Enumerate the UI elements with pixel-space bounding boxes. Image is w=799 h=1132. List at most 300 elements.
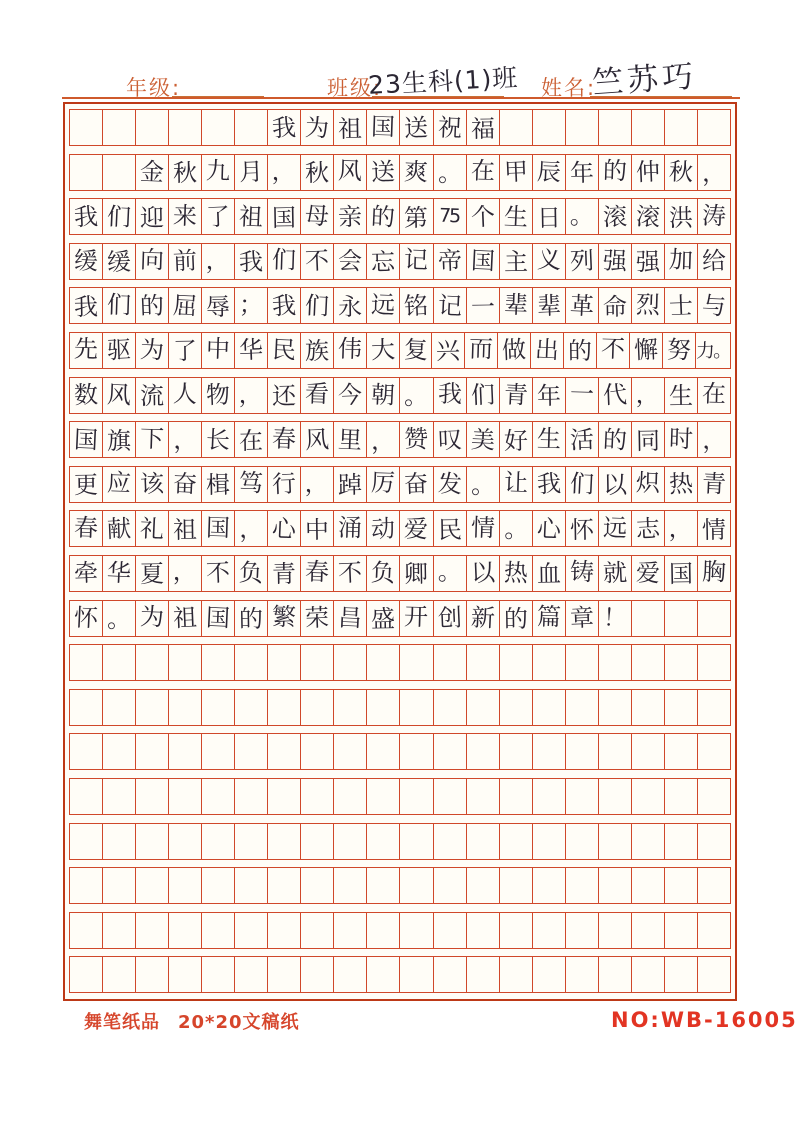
handwritten-char: 数	[73, 380, 99, 410]
grid-cell	[169, 556, 202, 591]
grid-cell	[500, 199, 533, 234]
grid-cell	[434, 556, 467, 591]
grid-cell	[103, 378, 136, 413]
grid-cell	[334, 645, 367, 680]
grid-cell	[632, 645, 665, 680]
grid-cell	[400, 556, 433, 591]
grid-cell	[301, 422, 334, 457]
grid-cell	[467, 110, 500, 145]
grid-cell	[698, 556, 730, 591]
handwritten-char: 青	[503, 380, 529, 410]
grid-cell	[566, 645, 599, 680]
handwritten-char: 国	[668, 560, 694, 589]
handwritten-char: 开	[404, 602, 429, 632]
handwritten-char: 滚	[602, 202, 628, 232]
handwritten-char: 辰	[536, 157, 562, 187]
grid-cell	[103, 556, 136, 591]
grid-cell	[169, 155, 202, 190]
grid-cell	[498, 333, 531, 368]
grid-cell	[202, 199, 235, 234]
handwritten-char: 负	[238, 558, 264, 588]
grid-cell	[434, 199, 467, 234]
grid-cell	[632, 199, 665, 234]
grid-cell	[235, 957, 268, 992]
grid-cell	[136, 378, 169, 413]
grid-cell	[136, 244, 169, 279]
handwritten-char: 牵	[73, 558, 99, 588]
handwritten-char: 我	[271, 113, 297, 142]
grid-cell	[500, 288, 533, 323]
grid-row	[69, 956, 731, 993]
grid-cell	[235, 601, 268, 636]
handwritten-char: 应	[106, 468, 132, 498]
grid-cell	[268, 957, 301, 992]
grid-cell	[169, 779, 202, 814]
grid-cell	[400, 333, 433, 368]
grid-cell	[533, 556, 566, 591]
handwritten-char: 永	[338, 292, 363, 322]
grid-cell	[103, 511, 136, 546]
handwritten-char: 章	[569, 603, 595, 633]
paper-spec-text: 20*20文稿纸	[178, 1012, 300, 1033]
handwritten-char: 。	[404, 381, 429, 411]
grid-row	[69, 600, 731, 637]
grid-row	[69, 154, 731, 191]
handwritten-char: 民	[437, 515, 462, 545]
grid-row	[69, 689, 731, 726]
grid-cell	[268, 511, 301, 546]
handwritten-char: 主	[503, 248, 528, 277]
grid-cell	[698, 467, 730, 502]
grid-cell	[169, 467, 202, 502]
grid-cell	[434, 110, 467, 145]
handwritten-char: 活	[569, 425, 595, 455]
grid-cell	[467, 155, 500, 190]
handwritten-char: 祖	[172, 515, 198, 545]
handwritten-char: 今	[337, 380, 363, 410]
grid-cell	[136, 824, 169, 859]
grid-cell	[467, 913, 500, 948]
handwritten-char: 努	[666, 335, 692, 365]
grid-cell	[698, 645, 730, 680]
grid-cell	[367, 288, 400, 323]
grid-cell	[70, 556, 103, 591]
grid-cell	[533, 110, 566, 145]
grid-row	[69, 287, 731, 324]
grid-cell	[698, 734, 730, 769]
row-spacer	[69, 414, 731, 422]
handwritten-char: 的	[503, 604, 528, 634]
handwritten-char: 辈	[536, 291, 562, 321]
grid-cell	[103, 110, 136, 145]
handwritten-char: 不	[337, 558, 363, 588]
grid-row	[69, 466, 731, 503]
grid-cell	[334, 868, 367, 903]
handwritten-char: 出	[534, 335, 560, 365]
grid-cell	[334, 244, 367, 279]
grid-cell	[367, 244, 400, 279]
handwritten-char: 荣	[304, 603, 330, 633]
grid-cell	[268, 601, 301, 636]
grid-cell	[599, 824, 632, 859]
grid-cell	[334, 467, 367, 502]
grid-cell	[566, 690, 599, 725]
grid-cell	[467, 288, 500, 323]
grid-cell	[169, 645, 202, 680]
handwritten-char: 中	[305, 515, 330, 545]
handwritten-char: 辈	[503, 290, 529, 320]
handwritten-char: 人	[172, 379, 198, 409]
grid-cell	[169, 110, 202, 145]
name-label: 姓名:	[541, 76, 597, 100]
grid-cell	[566, 110, 599, 145]
grid-cell	[202, 779, 235, 814]
handwritten-char: 了	[205, 202, 231, 232]
handwritten-char: 的	[139, 291, 165, 321]
grid-cell	[202, 690, 235, 725]
grid-cell	[599, 779, 632, 814]
handwritten-char: 情	[470, 513, 496, 543]
grid-cell	[334, 957, 367, 992]
grid-cell	[599, 110, 632, 145]
grid-cell	[367, 824, 400, 859]
grid-cell	[367, 645, 400, 680]
grid-cell	[334, 690, 367, 725]
grid-cell	[400, 244, 433, 279]
grid-cell	[202, 645, 235, 680]
handwritten-char: 福	[470, 114, 495, 143]
grid-cell	[235, 511, 268, 546]
grid-cell	[268, 868, 301, 903]
grid-cell	[500, 110, 533, 145]
grid-cell	[103, 333, 136, 368]
grid-cell	[70, 868, 103, 903]
grid-cell	[597, 333, 630, 368]
grid-cell	[500, 957, 533, 992]
grid-cell	[698, 779, 730, 814]
grid-cell	[334, 110, 367, 145]
handwritten-char: 不	[205, 558, 231, 588]
grid-cell	[334, 288, 367, 323]
grid-cell	[202, 957, 235, 992]
grid-cell	[500, 155, 533, 190]
grid-cell	[301, 155, 334, 190]
grid-cell	[400, 690, 433, 725]
handwritten-char: 士	[668, 291, 694, 321]
grid-cell	[434, 511, 467, 546]
handwritten-char: 一	[569, 379, 595, 409]
grid-cell	[136, 288, 169, 323]
grid-cell	[467, 467, 500, 502]
handwritten-char: 美	[469, 425, 496, 455]
grid-cell	[235, 244, 268, 279]
grid-cell	[434, 467, 467, 502]
grid-cell	[632, 734, 665, 769]
grid-cell	[103, 779, 136, 814]
grid-cell	[434, 913, 467, 948]
grid-cell	[334, 601, 367, 636]
handwritten-char: 礼	[139, 514, 165, 544]
grid-cell	[235, 824, 268, 859]
handwritten-char: 楫	[205, 471, 231, 500]
grid-cell	[434, 288, 467, 323]
grid-cell	[235, 734, 268, 769]
handwritten-char: 国	[469, 246, 496, 276]
grid-cell	[500, 645, 533, 680]
grid-cell	[566, 957, 599, 992]
handwritten-char: ，	[238, 514, 264, 544]
grid-cell	[202, 913, 235, 948]
handwritten-char: 义	[536, 245, 562, 275]
grid-cell	[400, 422, 433, 457]
handwritten-char: 我	[437, 379, 462, 409]
grid-row	[69, 377, 731, 414]
grid-cell	[566, 511, 599, 546]
grid-cell	[301, 645, 334, 680]
grid-cell	[665, 556, 698, 591]
grid-cell	[268, 734, 301, 769]
paper-frame	[63, 102, 737, 1001]
grid-cell	[434, 244, 467, 279]
grid-cell	[334, 199, 367, 234]
grid-cell	[70, 467, 103, 502]
handwritten-char: ，	[271, 157, 297, 187]
grid-cell	[467, 422, 500, 457]
handwritten-char: 踔	[338, 471, 363, 500]
handwritten-char: 一	[470, 292, 495, 322]
handwritten-char: 远	[602, 513, 628, 543]
grid-cell	[467, 556, 500, 591]
grid-cell	[632, 913, 665, 948]
grid-cell	[665, 378, 698, 413]
grid-cell	[70, 333, 103, 368]
handwritten-char: 物	[205, 380, 231, 410]
handwritten-char: 行	[271, 469, 297, 499]
grid-cell	[467, 868, 500, 903]
grid-cell	[698, 422, 730, 457]
grid-cell	[202, 110, 235, 145]
grid-cell	[665, 734, 698, 769]
grid-cell	[566, 467, 599, 502]
grid-row	[69, 778, 731, 815]
handwritten-char: 缓	[73, 246, 99, 276]
handwritten-char: 铸	[569, 558, 595, 587]
grid-cell	[632, 556, 665, 591]
grid-cell	[103, 913, 136, 948]
grid-cell	[698, 288, 730, 323]
grid-cell	[500, 690, 533, 725]
grid-cell	[334, 913, 367, 948]
handwritten-char: 驱	[106, 335, 132, 365]
handwritten-char: 母	[304, 201, 330, 231]
grid-cell	[367, 199, 400, 234]
grid-cell	[566, 288, 599, 323]
grid-cell	[500, 467, 533, 502]
grid-cell	[533, 913, 566, 948]
grid-cell	[367, 110, 400, 145]
handwritten-char: ；	[238, 290, 264, 320]
grid-cell	[599, 422, 632, 457]
grid-row	[69, 332, 731, 369]
grid-cell	[367, 957, 400, 992]
grid-row	[69, 421, 731, 458]
grid-cell	[103, 824, 136, 859]
handwritten-char: 长	[205, 425, 231, 455]
grid-cell	[665, 511, 698, 546]
grid-cell	[698, 155, 730, 190]
handwritten-char: 的	[370, 202, 397, 232]
handwritten-char: 中	[205, 335, 231, 364]
handwritten-char: 辱	[205, 292, 231, 322]
handwritten-char: 以	[470, 558, 496, 588]
grid-cell	[169, 199, 202, 234]
grid-cell	[400, 378, 433, 413]
grid-cell	[533, 199, 566, 234]
grid-cell	[533, 155, 566, 190]
handwritten-char: 给	[701, 246, 727, 276]
handwritten-char: 向	[139, 245, 165, 275]
handwritten-char: 就	[602, 558, 628, 588]
grid-row	[69, 912, 731, 949]
grid-cell	[268, 244, 301, 279]
grid-row	[69, 198, 731, 235]
row-spacer	[69, 324, 731, 332]
row-spacer	[69, 369, 731, 377]
handwritten-char: 好	[503, 426, 528, 455]
grid-cell	[500, 556, 533, 591]
handwritten-char: 年	[569, 158, 594, 188]
grid-cell	[136, 333, 169, 368]
handwritten-char: 怀	[73, 603, 99, 633]
row-spacer	[69, 503, 731, 511]
handwritten-char: 与	[701, 291, 727, 321]
grid-cell	[334, 556, 367, 591]
handwritten-char: 热	[668, 469, 694, 499]
grid-cell	[566, 601, 599, 636]
grid-cell	[632, 868, 665, 903]
handwritten-char: 爽	[403, 157, 430, 187]
grid-cell	[533, 422, 566, 457]
handwritten-char: 流	[139, 381, 165, 411]
handwritten-char: 情	[701, 515, 727, 545]
handwritten-char: 负	[370, 558, 397, 588]
sheet-header	[0, 0, 799, 100]
handwritten-char: 九	[205, 156, 231, 186]
handwritten-char: 夏	[139, 560, 165, 589]
grid-cell	[103, 957, 136, 992]
grid-cell	[566, 378, 599, 413]
handwritten-char: 心	[536, 514, 562, 544]
handwritten-char: 我	[239, 248, 264, 277]
handwritten-char: 昌	[337, 603, 364, 633]
grid-cell	[334, 511, 367, 546]
handwritten-char: 个	[470, 202, 496, 232]
handwritten-char: 忘	[371, 248, 396, 277]
handwritten-char: 朝	[370, 380, 397, 410]
grid-cell	[136, 199, 169, 234]
handwritten-char: 动	[370, 514, 397, 544]
grid-cell	[367, 556, 400, 591]
grid-cell	[432, 333, 465, 368]
grid-cell	[434, 690, 467, 725]
grid-cell	[632, 467, 665, 502]
grid-cell	[268, 422, 301, 457]
handwritten-char: 奋	[403, 469, 430, 499]
handwritten-char: 洪	[668, 203, 694, 232]
grid-cell	[136, 779, 169, 814]
grid-cell	[268, 779, 301, 814]
grid-cell	[70, 957, 103, 992]
handwritten-char: 年	[536, 381, 561, 411]
grid-cell	[202, 734, 235, 769]
handwritten-char: 风	[106, 380, 132, 410]
writing-grid	[69, 109, 731, 993]
grid-cell	[334, 779, 367, 814]
handwritten-char: 们	[569, 469, 595, 499]
name-handwritten-value: 竺苏巧	[591, 58, 699, 102]
class-label: 班级:	[327, 76, 383, 100]
row-spacer	[69, 280, 731, 288]
grid-cell	[465, 333, 498, 368]
grid-cell	[533, 690, 566, 725]
handwritten-char: 民	[271, 335, 297, 365]
grid-cell	[698, 957, 730, 992]
handwritten-char: 革	[569, 291, 595, 321]
handwritten-char: 们	[106, 290, 132, 320]
grid-cell	[103, 601, 136, 636]
grid-cell	[334, 422, 367, 457]
grid-cell	[533, 779, 566, 814]
grid-cell	[400, 110, 433, 145]
handwritten-char: 我	[73, 202, 99, 232]
handwritten-char: 盛	[371, 604, 396, 634]
grid-cell	[169, 913, 202, 948]
grid-cell	[202, 333, 235, 368]
handwritten-char: 代	[602, 380, 628, 410]
row-spacer	[69, 146, 731, 154]
grid-cell	[169, 601, 202, 636]
grid-cell	[367, 422, 400, 457]
grid-cell	[334, 734, 367, 769]
handwritten-char: 前	[172, 246, 198, 276]
handwritten-char: 血	[536, 560, 561, 589]
grid-row	[69, 109, 731, 146]
handwritten-char: 卿	[404, 560, 429, 589]
grid-cell	[301, 913, 334, 948]
grid-cell	[169, 734, 202, 769]
grid-cell	[533, 467, 566, 502]
grid-cell	[632, 824, 665, 859]
handwritten-char: 在	[470, 156, 496, 186]
grid-cell	[202, 378, 235, 413]
grid-cell	[698, 601, 730, 636]
grid-cell	[434, 868, 467, 903]
grid-cell	[367, 467, 400, 502]
handwritten-char: ！	[602, 603, 628, 633]
grid-cell	[169, 288, 202, 323]
grid-cell	[268, 556, 301, 591]
handwritten-char: ，	[635, 380, 661, 410]
grid-cell	[665, 957, 698, 992]
grid-cell	[70, 690, 103, 725]
grid-cell	[70, 601, 103, 636]
grid-cell	[632, 601, 665, 636]
grid-cell	[136, 913, 169, 948]
grid-cell	[599, 734, 632, 769]
grid-cell	[599, 913, 632, 948]
handwritten-char: ，	[701, 158, 727, 188]
grid-cell	[434, 601, 467, 636]
